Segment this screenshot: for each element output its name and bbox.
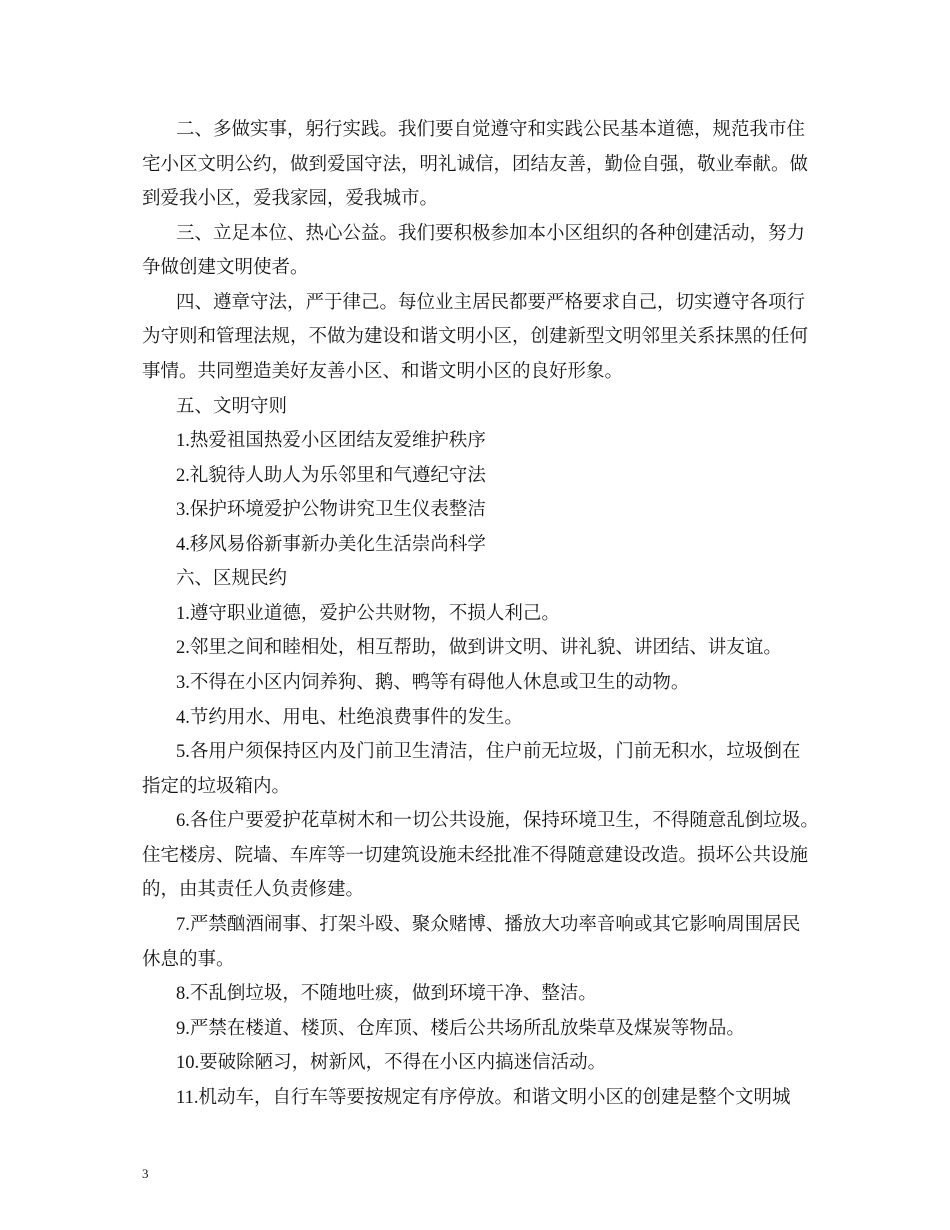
list-item bbox=[142, 1081, 842, 1116]
list-item bbox=[142, 493, 842, 528]
list-item bbox=[142, 1012, 842, 1047]
text-line: 宅小区文明公约，做到爱国守法，明礼诚信，团结友善，勤俭自强，敬业奉献。做 bbox=[142, 154, 809, 175]
text-line: 六、区规民约 bbox=[176, 569, 288, 590]
paragraph bbox=[142, 113, 842, 217]
list-item bbox=[142, 804, 842, 908]
text-line: 9.严禁在楼道、楼顶、仓库顶、楼后公共场所乱放柴草及煤炭等物品。 bbox=[176, 1018, 745, 1039]
text-line: 4.节约用水、用电、杜绝浪费事件的发生。 bbox=[176, 707, 523, 728]
text-line: 4.移风易俗新事新办美化生活崇尚科学 bbox=[176, 534, 486, 555]
text-line: 的，由其责任人负责修建。 bbox=[142, 880, 365, 901]
text-line: 2.邻里之间和睦相处，相互帮助，做到讲文明、讲礼貌、讲团结、讲友谊。 bbox=[176, 638, 782, 659]
section-heading bbox=[142, 390, 842, 425]
list-item bbox=[142, 977, 842, 1012]
text-line: 指定的垃圾箱内。 bbox=[142, 776, 291, 797]
text-line: 休息的事。 bbox=[142, 949, 235, 970]
list-item bbox=[142, 528, 842, 563]
list-item bbox=[142, 735, 842, 804]
text-line: 住宅楼房、院墙、车库等一切建筑设施未经批准不得随意建设改造。损坏公共设施 bbox=[142, 845, 809, 866]
text-line: 三、立足本位、热心公益。我们要积极参加本小区组织的各种创建活动，努力 bbox=[176, 223, 806, 244]
text-line: 11.机动车，自行车等要按规定有序停放。和谐文明小区的创建是整个文明城 bbox=[176, 1087, 791, 1108]
paragraph bbox=[142, 217, 842, 286]
list-item bbox=[142, 908, 842, 977]
text-line: 2.礼貌待人助人为乐邻里和气遵纪守法 bbox=[176, 465, 486, 486]
document-body bbox=[142, 113, 842, 1115]
text-line: 为守则和管理法规，不做为建设和谐文明小区，创建新型文明邻里关系抹黑的任何 bbox=[142, 327, 809, 348]
text-line: 5.各用户须保持区内及门前卫生清洁，住户前无垃圾，门前无积水，垃圾倒在 bbox=[176, 742, 801, 763]
text-line: 到爱我小区，爱我家园，爱我城市。 bbox=[142, 189, 439, 210]
paragraph bbox=[142, 286, 842, 390]
list-item bbox=[142, 459, 842, 494]
text-line: 争做创建文明使者。 bbox=[142, 258, 309, 279]
text-line: 1.热爱祖国热爱小区团结友爱维护秩序 bbox=[176, 431, 486, 452]
text-line: 3.保护环境爱护公物讲究卫生仪表整洁 bbox=[176, 500, 486, 521]
list-item bbox=[142, 597, 842, 632]
list-item bbox=[142, 701, 842, 736]
list-item bbox=[142, 666, 842, 701]
text-line: 1.遵守职业道德，爱护公共财物，不损人利己。 bbox=[176, 603, 560, 624]
text-line: 事情。共同塑造美好友善小区、和谐文明小区的良好形象。 bbox=[142, 361, 624, 382]
list-item bbox=[142, 424, 842, 459]
text-line: 6.各住户要爱护花草树木和一切公共设施，保持环境卫生，不得随意乱倒垃圾。 bbox=[176, 811, 819, 832]
list-item bbox=[142, 631, 842, 666]
text-line: 8.不乱倒垃圾，不随地吐痰，做到环境干净、整洁。 bbox=[176, 984, 597, 1005]
text-line: 五、文明守则 bbox=[176, 396, 288, 417]
text-line: 10.要破除陋习，树新风，不得在小区内搞迷信活动。 bbox=[176, 1053, 607, 1074]
page-number: 3 bbox=[142, 1166, 149, 1181]
section-heading bbox=[142, 562, 842, 597]
text-line: 3.不得在小区内饲养狗、鹅、鸭等有碍他人休息或卫生的动物。 bbox=[176, 673, 690, 693]
text-line: 二、多做实事，躬行实践。我们要自觉遵守和实践公民基本道德，规范我市住 bbox=[176, 120, 806, 140]
text-line: 7.严禁酗酒闹事、打架斗殴、聚众赌博、播放大功率音响或其它影响周围居民 bbox=[176, 914, 801, 935]
list-item bbox=[142, 1046, 842, 1081]
text-line: 四、遵章守法，严于律己。每位业主居民都要严格要求自己，切实遵守各项行 bbox=[176, 292, 806, 313]
